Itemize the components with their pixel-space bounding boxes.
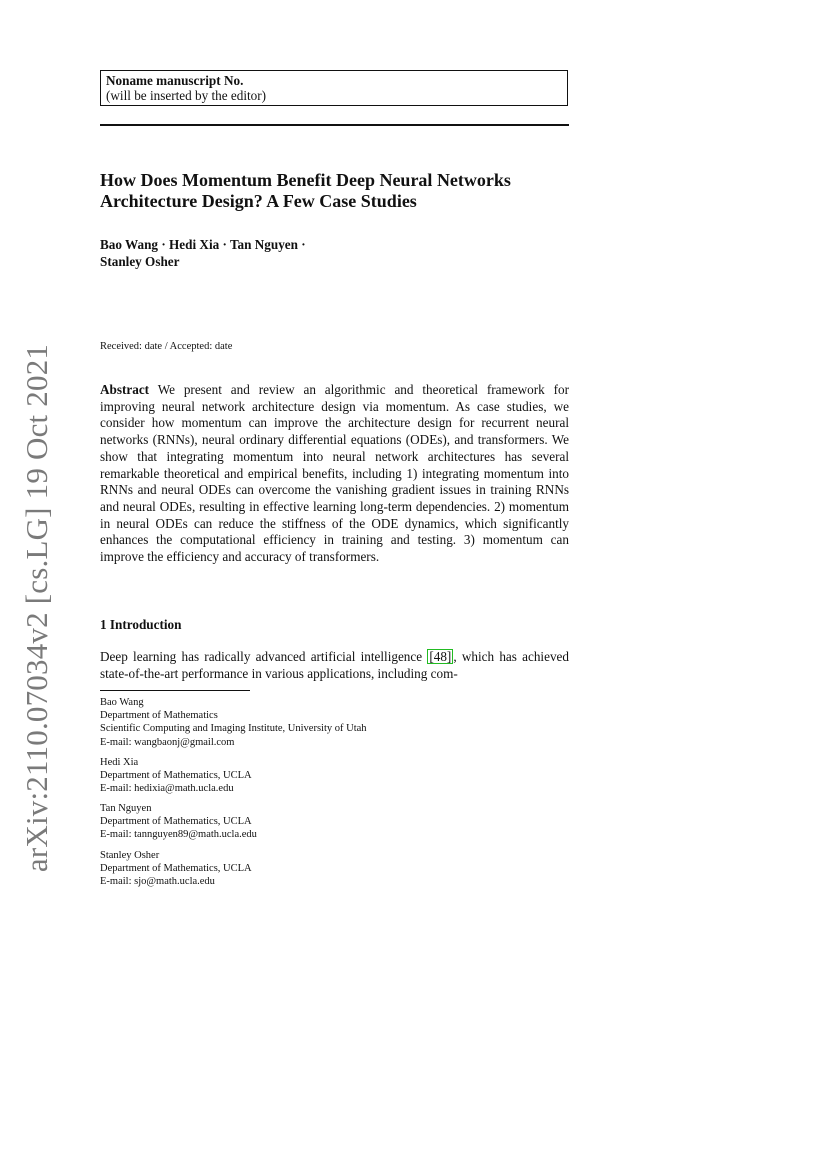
affiliation-email: E-mail: hedixia@math.ucla.edu [100, 783, 234, 795]
arxiv-stamp-text: arXiv:2110.07034v2 [cs.LG] 19 Oct 2021 [19, 343, 55, 873]
affiliation-dept: Department of Mathematics, UCLA [100, 770, 252, 782]
affiliation-name: Stanley Osher [100, 850, 160, 861]
citation-link[interactable]: [48] [429, 649, 452, 664]
affiliation-name: Hedi Xia [100, 757, 139, 768]
footnote-rule [100, 690, 250, 691]
affiliation-email: E-mail: tannguyen89@math.ucla.edu [100, 829, 257, 841]
abstract [100, 382, 569, 566]
author-line-1: Bao Wang · Hedi Xia · Tan Nguyen · [100, 237, 306, 252]
editor-note: (will be inserted by the editor) [106, 88, 267, 103]
manuscript-number-label: Noname manuscript No. [106, 73, 244, 88]
intro-text-end: , which has achieved state-of-the-art performance in various applications, including com- [100, 649, 569, 681]
intro-text-start: Deep learning has radically advanced artificial intelligence [100, 649, 428, 664]
paper-title: How Does Momentum Benefit Deep Neural Networks Architecture Design? A Few Case Studies [100, 170, 511, 211]
arxiv-stamp [14, 343, 60, 873]
affiliation-block [100, 756, 520, 796]
affiliation-institute: Scientific Computing and Imaging Institute, University of Utah [100, 723, 367, 735]
author-line-2: Stanley Osher [100, 254, 180, 269]
header-rule [100, 124, 569, 126]
affiliation-block [100, 696, 520, 749]
affiliation-dept: Department of Mathematics, UCLA [100, 816, 252, 828]
affiliation-dept: Department of Mathematics, UCLA [100, 863, 252, 875]
abstract-label: Abstract [100, 382, 150, 397]
affiliation-email: E-mail: sjo@math.ucla.edu [100, 876, 215, 888]
author-list [100, 236, 570, 270]
manuscript-number-box [100, 70, 568, 106]
affiliation-email: E-mail: wangbaonj@gmail.com [100, 736, 235, 748]
section-heading: 1 Introduction [100, 617, 182, 632]
affiliation-block [100, 849, 520, 889]
affiliation-name: Bao Wang [100, 697, 144, 708]
abstract-text: We present and review an algorithmic and theoretical framework for improving neural network architecture design via momentum. As case studies, we consider how momentum can improve the architecture design for recurrent neural networks (RNNs), neural ordinary differential equations (ODEs), and transformers. We show that integrating momentum into neural network architectures has several remarkable theoretical and empirical benefits, including 1) integrating momentum into RNNs and neural ODEs can overcome the vanishing gradient issues in training RNNs and neural ODEs, resulting in effective learning long-term dependencies. 2) momentum in neural ODEs can reduce the stiffness of the ODE dynamics, which significantly enhances the computational efficiency in training and testing. 3) momentum can improve the efficiency and accuracy of transformers. [100, 382, 569, 565]
received-date: Received: date / Accepted: date [100, 341, 233, 352]
intro-paragraph [100, 649, 569, 682]
affiliation-name: Tan Nguyen [100, 803, 152, 814]
affiliation-dept: Department of Mathematics [100, 710, 218, 722]
affiliation-block [100, 802, 520, 842]
